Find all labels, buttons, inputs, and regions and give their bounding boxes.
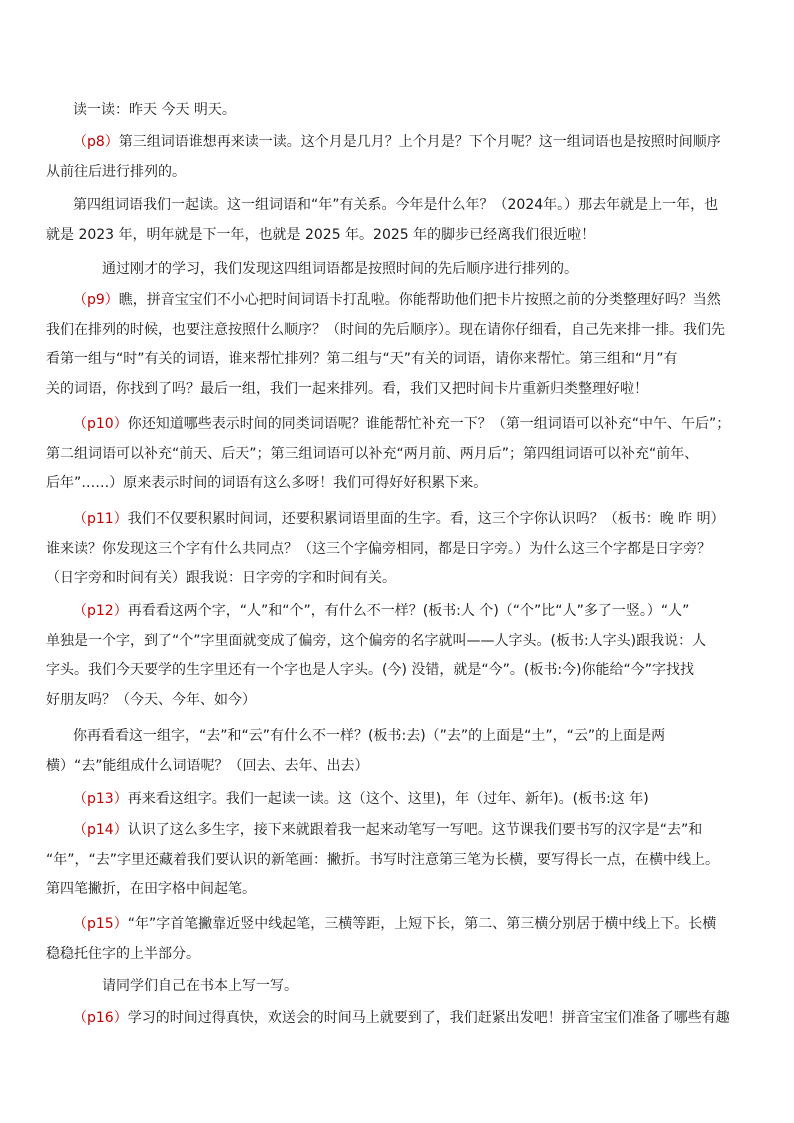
text-line: （p13）再来看这组字。我们一起读一读。这（这个、这里)，年（过年、新年)。(板书:这 年): [73, 791, 649, 807]
paragraph-summary: [46, 255, 746, 285]
paragraph-fourth-group: [46, 191, 746, 250]
paragraph-p9: [46, 286, 746, 404]
paragraph-p8: [46, 128, 746, 187]
paragraph-read-words: [46, 96, 746, 126]
text-line: 读一读：昨天 今天 明天。: [73, 102, 236, 118]
text-line: 第四笔撇折，在田字格中间起笔。: [46, 881, 256, 897]
paragraph-qu-yun: [46, 722, 746, 781]
slide-tag-p10: （p10）: [73, 416, 128, 432]
paragraph-p13: [46, 785, 746, 815]
text-line: 我们在排列的时候，也要注意按照什么顺序？（时间的先后顺序）。现在请你仔细看，自己先来排一排。我们先: [46, 321, 725, 338]
text-line: （p10）你还知道哪些表示时间的同类词语呢？谁能帮忙补充一下？（第一组词语可以补充“中午、午后”；: [73, 416, 731, 432]
slide-tag-p12: （p12）: [73, 603, 128, 619]
text-line: 第四组词语我们一起读。这一组词语和“年”有关系。今年是什么年？（2024年。）那去年就是上一年，也: [73, 197, 719, 213]
paragraph-p15: [46, 910, 746, 969]
text-line: （p8）第三组词语谁想再来读一读。这个月是几月？上个月是？下个月呢？这一组词语也是按照时间顺序: [73, 134, 721, 150]
text-line: （p9）瞧，拼音宝宝们不小心把时间词语卡打乱啦。你能帮助他们把卡片按照之前的分类整理好吗？当然: [73, 292, 721, 308]
slide-tag-p16: （p16）: [73, 1010, 128, 1026]
text-line: 请同学们自己在书本上写一写。: [102, 978, 298, 994]
text-line: 第二组词语可以补充“前天、后天”；第三组词语可以补充“两月前、两月后”；第四组词语可以补充“前年、: [46, 445, 699, 462]
slide-tag-p9: （p9）: [73, 292, 119, 308]
paragraph-p10: [46, 410, 746, 499]
text-line: 稳稳托住字的上半部分。: [46, 945, 200, 962]
text-line: 横）“去”能组成什么词语呢？（回去、去年、出去）: [46, 757, 369, 774]
text-line: （p14）认识了这么多生字，接下来就跟着我一起来动笔写一写吧。这节课我们要书写的汉字是“去”和: [73, 822, 703, 838]
text-line: 你再看看这一组字，“去”和“云”有什么不一样？(板书:去)（”去”的上面是“土”，“云”的上面是两: [73, 728, 666, 744]
paragraph-write-exercise: [46, 972, 746, 1002]
text-line: 看第一组与“时”有关的词语，谁来帮忙排列？第二组与“天”有关的词语，请你来帮忙。第三组和“月”有: [46, 351, 678, 367]
paragraph-p14: [46, 816, 746, 905]
slide-tag-p8: （p8）: [73, 134, 119, 150]
slide-tag-p11: （p11）: [73, 511, 128, 527]
slide-tag-p13: （p13）: [73, 791, 128, 807]
slide-tag-p15: （p15）: [73, 916, 128, 932]
paragraph-p11: [46, 505, 746, 594]
text-line: （p16）学习的时间过得真快，欢送会的时间马上就要到了，我们赶紧出发吧！拼音宝宝们准备了哪些有趣: [73, 1010, 730, 1026]
text-line: （p15）“年”字首笔撇靠近竖中线起笔，三横等距，上短下长，第二、第三横分别居于横中线上下。长横: [73, 916, 717, 932]
text-line: “年”，“去”字里还藏着我们要认识的新笔画：撇折。书写时注意第三笔为长横，要写得长一点，在横中线上。: [46, 851, 720, 868]
text-line: 通过刚才的学习，我们发现这四组词语都是按照时间的先后顺序进行排列的。: [102, 261, 578, 277]
text-line: 单独是一个字，到了“个”字里面就变成了偏旁，这个偏旁的名字就叫——人字头。(板书:人字头)跟我说：人: [46, 632, 707, 649]
text-line: 好朋友吗？（今天、今年、如今）: [46, 691, 256, 708]
text-line: 关的词语，你找到了吗？最后一组，我们一起来排列。看，我们又把时间卡片重新归类整理好啦！: [46, 380, 648, 397]
text-line: （日字旁和时间有关）跟我说：日字旁的字和时间有关。: [46, 570, 396, 586]
text-line: （p12）再看看这两个字，“人”和“个”，有什么不一样？(板书:人 个)（“个”比“人”多了一竖。）“人”: [73, 603, 690, 619]
paragraph-p16: [46, 1004, 746, 1034]
text-line: 后年”……）原来表示时间的词语有这么多呀！我们可得好好积累下来。: [46, 475, 488, 491]
text-line: 字头。我们今天要学的生字里还有一个字也是人字头。(今) 没错，就是“今”。(板书:今)你能给“今”字找找: [46, 662, 695, 678]
paragraph-p12: [46, 597, 746, 715]
text-line: （p11）我们不仅要积累时间词，还要积累词语里面的生字。看，这三个字你认识吗？（板书：晚 昨 明）: [73, 511, 725, 527]
text-line: 谁来读？你发现这三个字有什么共同点？（这三个字偏旁相同，都是日字旁。）为什么这三个字都是日字旁？: [46, 540, 711, 557]
text-line: 从前往后进行排列的。: [46, 163, 186, 180]
text-line: 就是 2023 年，明年就是下一年，也就是 2025 年。2025 年的脚步已经离我们很近啦！: [46, 226, 596, 243]
slide-tag-p14: （p14）: [73, 822, 128, 838]
